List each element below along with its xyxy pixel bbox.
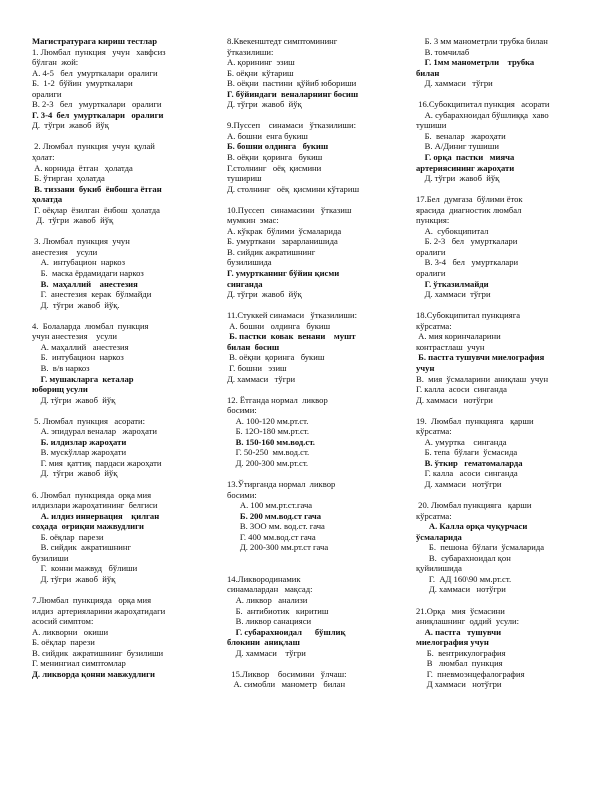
text-line: А. бошни енга букиш bbox=[227, 130, 308, 141]
text-line: А. маҳаллий анестезия bbox=[32, 341, 129, 352]
text-line: В. сийдик ажратишнинг бузилиши bbox=[32, 647, 164, 658]
column-middle bbox=[227, 36, 387, 690]
text-line: оралиги bbox=[416, 268, 446, 279]
answer-line-correct: А. илдиз иннервация қилган bbox=[32, 510, 160, 521]
answer-line-correct: Б. илдизлар жароҳати bbox=[32, 436, 127, 447]
answer-line-correct: учун bbox=[416, 362, 435, 373]
text-line: бузилиши bbox=[32, 552, 69, 563]
blank-line bbox=[416, 405, 586, 416]
text-line: А. 100 мм.рт.ст.гача bbox=[227, 500, 313, 511]
text-line: А. умуртка синганда bbox=[416, 436, 507, 447]
text-line: Д. хаммаси тўгри bbox=[227, 647, 306, 658]
text-line: Б. оёқлар парези bbox=[32, 531, 104, 542]
text-line: кўрсатма: bbox=[416, 426, 452, 437]
answer-line-correct: В. ўткир гематомаларда bbox=[416, 457, 523, 468]
text-line: 3. Люмбал пункция учун bbox=[32, 236, 130, 247]
text-line: Б. ўтирган ҳолатда bbox=[32, 173, 105, 184]
answer-line-correct: билан босиш bbox=[227, 341, 280, 352]
answer-line-correct: Г. умуртканинг бўйин қисми bbox=[227, 268, 340, 279]
text-line: анестезия усули bbox=[32, 246, 98, 257]
blank-line bbox=[32, 131, 202, 142]
answer-line-correct: Г. 1мм манометрли трубка bbox=[416, 57, 535, 68]
text-line: 10.Пуссеп синамасини ўтказиш bbox=[227, 204, 352, 215]
text-line: оралиги bbox=[416, 246, 446, 257]
text-line: 14.Ликвородинамик bbox=[227, 573, 301, 584]
text-line: Д. хаммаси нотўгри bbox=[416, 478, 502, 489]
text-line: пункция: bbox=[416, 215, 450, 226]
text-line: Б. антибиотик киритиш bbox=[227, 605, 329, 616]
column-left bbox=[32, 36, 202, 679]
blank-line bbox=[416, 89, 586, 100]
text-line: Г. бошни эзиш bbox=[227, 362, 287, 373]
answer-line-correct: Магистратурага кириш тестлар bbox=[32, 36, 157, 46]
text-line: 19. Люмбал пункцияга қарши bbox=[416, 415, 534, 426]
text-line: 21.Орқа мия ўсмасини bbox=[416, 605, 505, 616]
answer-line-correct: Б. пастга тушувчи миелография bbox=[416, 352, 545, 363]
text-line: Б. 1-2 бўйин умурткалари bbox=[32, 78, 133, 89]
text-line: 7.Люмбал пункцияда орқа мия bbox=[32, 594, 152, 605]
text-line: Г. пневмоэнцефалография bbox=[416, 668, 525, 679]
text-line: Б. 3 мм манометрли трубка билан bbox=[416, 36, 548, 46]
text-line: А. ликвор анализи bbox=[227, 594, 308, 605]
text-line: 20. Люмбал пункцияга қарши bbox=[416, 500, 532, 511]
text-line: 11.Стуккей синамаси ўтказилиши: bbox=[227, 310, 357, 321]
blank-line bbox=[32, 405, 202, 416]
text-line: бўлган жой: bbox=[32, 57, 79, 68]
text-line: Г. 400 мм.вод.ст гача bbox=[227, 531, 316, 542]
text-line: А. 4-5 бел умурткалари оралиги bbox=[32, 67, 158, 78]
blank-line bbox=[32, 584, 202, 595]
text-line: Г. калла асоси синганда bbox=[416, 384, 507, 395]
text-line: 8.Квекенштедт симптомининг bbox=[227, 36, 338, 46]
blank-line bbox=[227, 110, 387, 121]
text-line: Д. тўгри жавоб йўқ bbox=[227, 99, 302, 110]
text-line: А. қорининг эзиш bbox=[227, 57, 295, 68]
answer-line-correct: Б. пастки ковак венани мушт bbox=[227, 331, 356, 342]
text-line: синамалардан мақсад: bbox=[227, 584, 313, 595]
text-line: Б. оёқни кўтариш bbox=[227, 67, 294, 78]
text-line: Г. мия қаттиқ пардаси жароҳати bbox=[32, 457, 162, 468]
blank-line bbox=[32, 479, 202, 490]
blank-line bbox=[227, 194, 387, 205]
blank-line bbox=[32, 310, 202, 321]
blank-line bbox=[416, 490, 586, 501]
text-line: Д. хаммаси тўгри bbox=[416, 289, 491, 300]
text-line: босими: bbox=[227, 405, 257, 416]
text-line: Б. умурткани зарарланишида bbox=[227, 236, 338, 247]
answer-line-correct: миелография учун bbox=[416, 637, 489, 648]
text-line: В. томчилаб bbox=[416, 46, 470, 57]
text-line: Д. столнинг оёқ қисмини кўтариш bbox=[227, 183, 360, 194]
text-line: Д. тўгри жавоб йўқ bbox=[227, 289, 302, 300]
blank-line bbox=[416, 595, 586, 606]
text-line: А. эпидурал веналар жароҳати bbox=[32, 426, 158, 437]
text-line: 12. Ётганда нормал ликвор bbox=[227, 394, 328, 405]
answer-line-correct: Г. субарахноидал бўшлиқ bbox=[227, 626, 346, 637]
text-line: Б. веналар жароҳати bbox=[416, 130, 506, 141]
text-line: Б. 12О-180 мм.рт.ст. bbox=[227, 426, 310, 437]
text-line: Г.столнинг оёқ қисмини bbox=[227, 162, 322, 173]
answer-line-correct: Б. 200 мм.вод.ст гача bbox=[227, 510, 322, 521]
text-line: Д. хаммаси нотўгри bbox=[416, 394, 493, 405]
text-line: Д. 200-300 мм.рт.ст. bbox=[227, 457, 309, 468]
text-line: Б. 2-3 бел умурткалари bbox=[416, 236, 518, 247]
text-line: 6. Люмбал пункцияда орқа мия bbox=[32, 489, 152, 500]
text-line: асосий симптом: bbox=[32, 616, 94, 627]
text-line: В. 3-4 бел умурткалари bbox=[416, 257, 519, 268]
text-line: Г. анестезия керак бўлмайди bbox=[32, 289, 152, 300]
text-line: Д хаммаси нотўгри bbox=[416, 679, 502, 690]
text-line: 5. Люмбал пункция асорати: bbox=[32, 415, 145, 426]
text-line: Г. менингиал симптомлар bbox=[32, 658, 126, 669]
blank-line bbox=[416, 184, 586, 195]
text-line: бузилишида bbox=[227, 257, 272, 268]
text-line: В. в/в наркоз bbox=[32, 362, 90, 373]
text-line: мумкин эмас: bbox=[227, 215, 279, 226]
answer-line-correct: соҳада оғриқни мажвудлиги bbox=[32, 521, 144, 532]
text-line: қуйилишида bbox=[416, 563, 462, 574]
text-line: 17.Бел думғаза бўлими ёток bbox=[416, 194, 523, 205]
answer-line-correct: Г. бўйиндаги веналарнинг босиш bbox=[227, 88, 359, 99]
text-line: Г. АД 160\90 мм.рт.ст. bbox=[416, 573, 512, 584]
text-line: В. сийдик ажратишнинг bbox=[32, 542, 132, 553]
text-line: ярасида диагностик люмбал bbox=[416, 204, 522, 215]
text-line: Д. тўгри жавоб йўқ bbox=[32, 468, 118, 479]
text-line: Д. тўгри жавоб йўқ bbox=[32, 394, 116, 405]
answer-line-correct: Д. ликворда қонни мавжудлиги bbox=[32, 668, 155, 679]
text-line: Д. тўгри жавоб йўқ bbox=[32, 120, 109, 131]
text-line: 4. Болаларда люмбал пункция bbox=[32, 320, 149, 331]
text-line: 2. Люмбал пункция учун қулай bbox=[32, 141, 155, 152]
column-right bbox=[416, 36, 586, 690]
text-line: Д. хаммаси тўгри bbox=[227, 373, 296, 384]
text-line: А. кўкрак бўлими ўсмаларида bbox=[227, 225, 342, 236]
text-line: Д. тўгри жавоб йўқ. bbox=[32, 299, 120, 310]
answer-line-correct: А. Калла орқа чуқурчаси bbox=[416, 521, 528, 532]
text-line: В люмбал пункция bbox=[416, 658, 503, 669]
text-line: илдиз артерияларини жароҳатидаги bbox=[32, 605, 166, 616]
text-line: Б. вентрикулография bbox=[416, 647, 506, 658]
text-line: А. бошни олдинга букиш bbox=[227, 320, 331, 331]
text-line: Д. тўгри жавоб йўқ bbox=[416, 173, 500, 184]
answer-line-correct: А. пастга тушувчи bbox=[416, 626, 502, 637]
text-line: В. мускўллар жароҳати bbox=[32, 447, 127, 458]
answer-line-correct: юборищ усули bbox=[32, 384, 88, 395]
text-line: Д. тўгри жавоб йўқ bbox=[32, 215, 114, 226]
text-line: А. ликворни окиши bbox=[32, 626, 109, 637]
answer-line-correct: В. маҳаллий анестезия bbox=[32, 278, 138, 289]
text-line: кўрсатма: bbox=[416, 510, 452, 521]
text-line: А. субокципитал bbox=[416, 225, 489, 236]
text-line: В. 2-3 бел умурткалари оралиги bbox=[32, 99, 162, 110]
text-line: В. оёқни пастини қўйиб юбориши bbox=[227, 78, 357, 89]
text-line: учун анестезия усули bbox=[32, 331, 117, 342]
text-line: Б. маска ёрдамидаги наркоз bbox=[32, 268, 144, 279]
text-line: илдизлари жароҳатининг белгиси bbox=[32, 500, 158, 511]
text-line: 16.Субокципитал пункция асорати bbox=[416, 99, 550, 110]
answer-line-correct: Г. ўтказилмайди bbox=[416, 278, 489, 289]
text-line: А. корнида ётган ҳолатда bbox=[32, 162, 133, 173]
answer-line-correct: Б. бошни олдинга букиш bbox=[227, 141, 329, 152]
blank-line bbox=[32, 226, 202, 237]
text-line: тушиши bbox=[416, 120, 447, 131]
blank-line bbox=[227, 468, 387, 479]
text-line: Б. оёқлар парези bbox=[32, 637, 95, 648]
text-line: Д. 200-300 мм.рт.ст гача bbox=[227, 542, 329, 553]
text-line: А. интубацион наркоз bbox=[32, 257, 125, 268]
text-line: ҳолат: bbox=[32, 152, 55, 163]
text-line: босими: bbox=[227, 489, 257, 500]
text-line: В. 3ОО мм. вод.ст. гача bbox=[227, 521, 325, 532]
answer-line-correct: билан bbox=[416, 67, 440, 78]
text-line: В. субарахноидал қон bbox=[416, 552, 511, 563]
text-line: Б. интубацион наркоз bbox=[32, 352, 124, 363]
text-line: контрастлаш учун bbox=[416, 341, 485, 352]
blank-line bbox=[227, 300, 387, 311]
text-line: В. оёқни қоринга букиш bbox=[227, 152, 323, 163]
text-line: оралиги bbox=[32, 88, 62, 99]
blank-line bbox=[227, 563, 387, 574]
blank-line bbox=[416, 300, 586, 311]
answer-line-correct: Г. мушакларга кеталар bbox=[32, 373, 134, 384]
text-line: тушириш bbox=[227, 173, 262, 184]
text-line: Д. хаммаси нотўгри bbox=[416, 584, 506, 595]
blank-line bbox=[227, 384, 387, 395]
answer-line-correct: артериясининг жароҳати bbox=[416, 162, 515, 173]
text-line: кўрсатма: bbox=[416, 320, 452, 331]
answer-line-correct: ҳолатда bbox=[32, 194, 63, 205]
text-line: Б. тепа бўлаги ўсмасида bbox=[416, 447, 518, 458]
answer-line-correct: Г. 3-4 бел умурткалари оралиги bbox=[32, 109, 164, 120]
text-line: А. 100-120 мм.рт.ст. bbox=[227, 415, 309, 426]
text-line: А. мия коринчаларини bbox=[416, 331, 501, 342]
answer-line-correct: Г. орқа пастки мияча bbox=[416, 152, 515, 163]
text-line: В. оёқни қоринга букиш bbox=[227, 352, 325, 363]
answer-line-correct: В. 150-160 мм.вод.ст. bbox=[227, 436, 315, 447]
answer-line-correct: В. тиззани букиб ёнбошга ётган bbox=[32, 183, 162, 194]
text-line: Г. 50-250 мм.вод.ст. bbox=[227, 447, 310, 458]
text-line: Д. хаммаси тўгри bbox=[416, 78, 493, 89]
text-line: В. А/Диниг тушиши bbox=[416, 141, 499, 152]
text-line: аниқлашнинг оддий усули: bbox=[416, 616, 520, 627]
text-line: Д. тўгри жавоб йўқ bbox=[32, 573, 116, 584]
answer-line-correct: блокини аниқлаш bbox=[227, 637, 300, 648]
text-line: Г. калла асоси синганда bbox=[416, 468, 518, 479]
text-line: 9.Пуссеп синамаси ўтказилиши: bbox=[227, 120, 356, 131]
text-line: А. симобли манометр билан bbox=[227, 679, 346, 690]
text-line: В. ликвор санацияси bbox=[227, 616, 312, 627]
answer-line-correct: ўсмаларида bbox=[416, 531, 462, 542]
text-line: ўтказилиши: bbox=[227, 46, 274, 57]
answer-line-correct: синганда bbox=[227, 278, 263, 289]
blank-line bbox=[227, 658, 387, 669]
text-line: 15.Ликвор босимини ўлчаш: bbox=[227, 668, 347, 679]
blank-line bbox=[227, 553, 387, 564]
text-line: 18.Субокципитал пункцияга bbox=[416, 310, 521, 321]
text-line: Г. оёқлар ёзилган ёнбош ҳолатда bbox=[32, 204, 160, 215]
text-line: В. сийдик ажратишнинг bbox=[227, 246, 316, 257]
text-line: Б. пешона бўлаги ўсмаларида bbox=[416, 542, 545, 553]
text-line: 1. Люмбал пункция учун хавфсиз bbox=[32, 46, 166, 57]
text-line: А. субарахноидал бўшлиққа хаво bbox=[416, 109, 549, 120]
text-line: 13.Ўтирганда нормал ликвор bbox=[227, 478, 336, 489]
text-line: Г. конни мажвуд бўлиши bbox=[32, 563, 138, 574]
text-line: В. мия ўсмаларини аниқлаш учун bbox=[416, 373, 549, 384]
